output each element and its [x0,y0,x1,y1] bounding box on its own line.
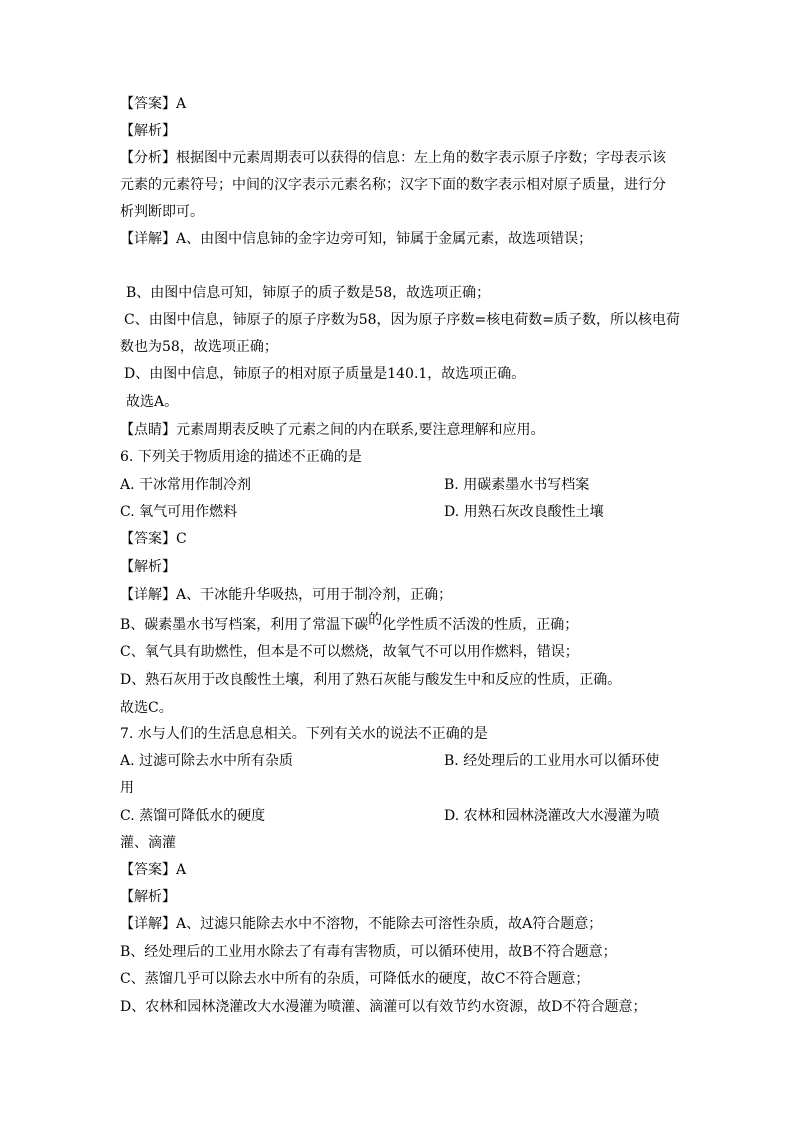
analysis-paragraph-line-1: 【分析】根据图中元素周期表可以获得的信息：左上角的数字表示原子序数；字母表示该 [120,150,666,166]
question-7-detail-d: D、农林和园林浇灌改大水漫灌为喷灌、滴灌可以有效节约水资源，故D不符合题意； [120,999,647,1015]
question-6-answer: 【答案】C [120,531,187,547]
analysis-paragraph-line-3: 析判断即可。 [120,204,204,220]
question-7-option-c: C. 蒸馏可降低水的硬度 [120,808,266,824]
analysis-heading: 【解析】 [120,123,176,139]
conclusion: 故选A。 [126,394,179,410]
question-7-detail-a: 【详解】A、过滤只能除去水中不溶物，不能除去可溶性杂质，故A符合题意； [120,916,603,932]
question-7-option-d: D. 农林和园林浇灌改大水漫灌为喷 [444,808,660,824]
question-6-option-a: A. 干冰常用作制冷剂 [120,477,252,493]
question-7-option-a: A. 过滤可除去水中所有杂质 [120,753,294,769]
question-6-detail-b-superscript: 的 [368,612,383,628]
question-7-option-b-wrap: 用 [120,780,134,796]
question-6-detail-b-part-1: B、碳素墨水书写档案，利用了常温下碳 [120,617,369,633]
question-6-option-c: C. 氧气可用作燃料 [120,504,238,520]
question-6-option-b: B. 用碳素墨水书写档案 [444,477,590,493]
question-7-analysis-heading: 【解析】 [120,889,176,905]
answer-label: 【答案】A [120,96,187,112]
detail-option-b: B、由图中信息可知，铈原子的质子数是58，故选项正确； [126,285,491,301]
question-7-detail-b: B、经处理后的工业用水除去了有毒有害物质，可以循环使用，故B不符合题意； [120,944,617,960]
question-7-detail-c: C、蒸馏几乎可以除去水中所有的杂质，可降低水的硬度，故C不符合题意； [120,971,590,987]
question-6-detail-b [120,612,579,635]
key-point: 【点睛】元素周期表反映了元素之间的内在联系,要注意理解和应用。 [120,422,545,438]
question-6-detail-d: D、熟石灰用于改良酸性土壤，利用了熟石灰能与酸发生中和反应的性质，正确。 [120,672,622,688]
question-6-option-d: D. 用熟石灰改良酸性土壤 [444,504,604,520]
question-6-detail-a: 【详解】A、干冰能升华吸热，可用于制冷剂，正确； [120,587,453,603]
detail-option-a: 【详解】A、由图中信息铈的金字边旁可知，铈属于金属元素，故选项错误； [120,231,593,247]
question-7-option-b: B. 经处理后的工业用水可以循环使 [444,753,660,769]
question-6-stem: 6. 下列关于物质用途的描述不正确的是 [120,449,362,465]
question-6-analysis-heading: 【解析】 [120,559,176,575]
question-7-answer: 【答案】A [120,862,187,878]
question-6-conclusion: 故选C。 [120,700,173,716]
analysis-paragraph-line-2: 元素的元素符号；中间的汉字表示元素名称；汉字下面的数字表示相对原子质量，进行分 [120,177,666,193]
question-7-stem: 7. 水与人们的生活息息相关。下列有关水的说法不正确的是 [120,726,488,742]
detail-option-d: D、由图中信息，铈原子的相对原子质量是140.1，故选项正确。 [124,366,526,382]
question-6-detail-c: C、氧气具有助燃性，但本是不可以燃烧，故氧气不可以用作燃料，错误； [120,644,579,660]
detail-option-c-line-2: 数也为58，故选项正确； [120,339,278,355]
question-6-detail-b-part-2: 化学性质不活泼的性质，正确； [382,617,579,633]
question-7-option-d-wrap: 灌、滴灌 [120,835,176,851]
detail-option-c-line-1: C、由图中信息，铈原子的原子序数为58，因为原子序数=核电荷数=质子数，所以核电荷 [124,312,680,328]
